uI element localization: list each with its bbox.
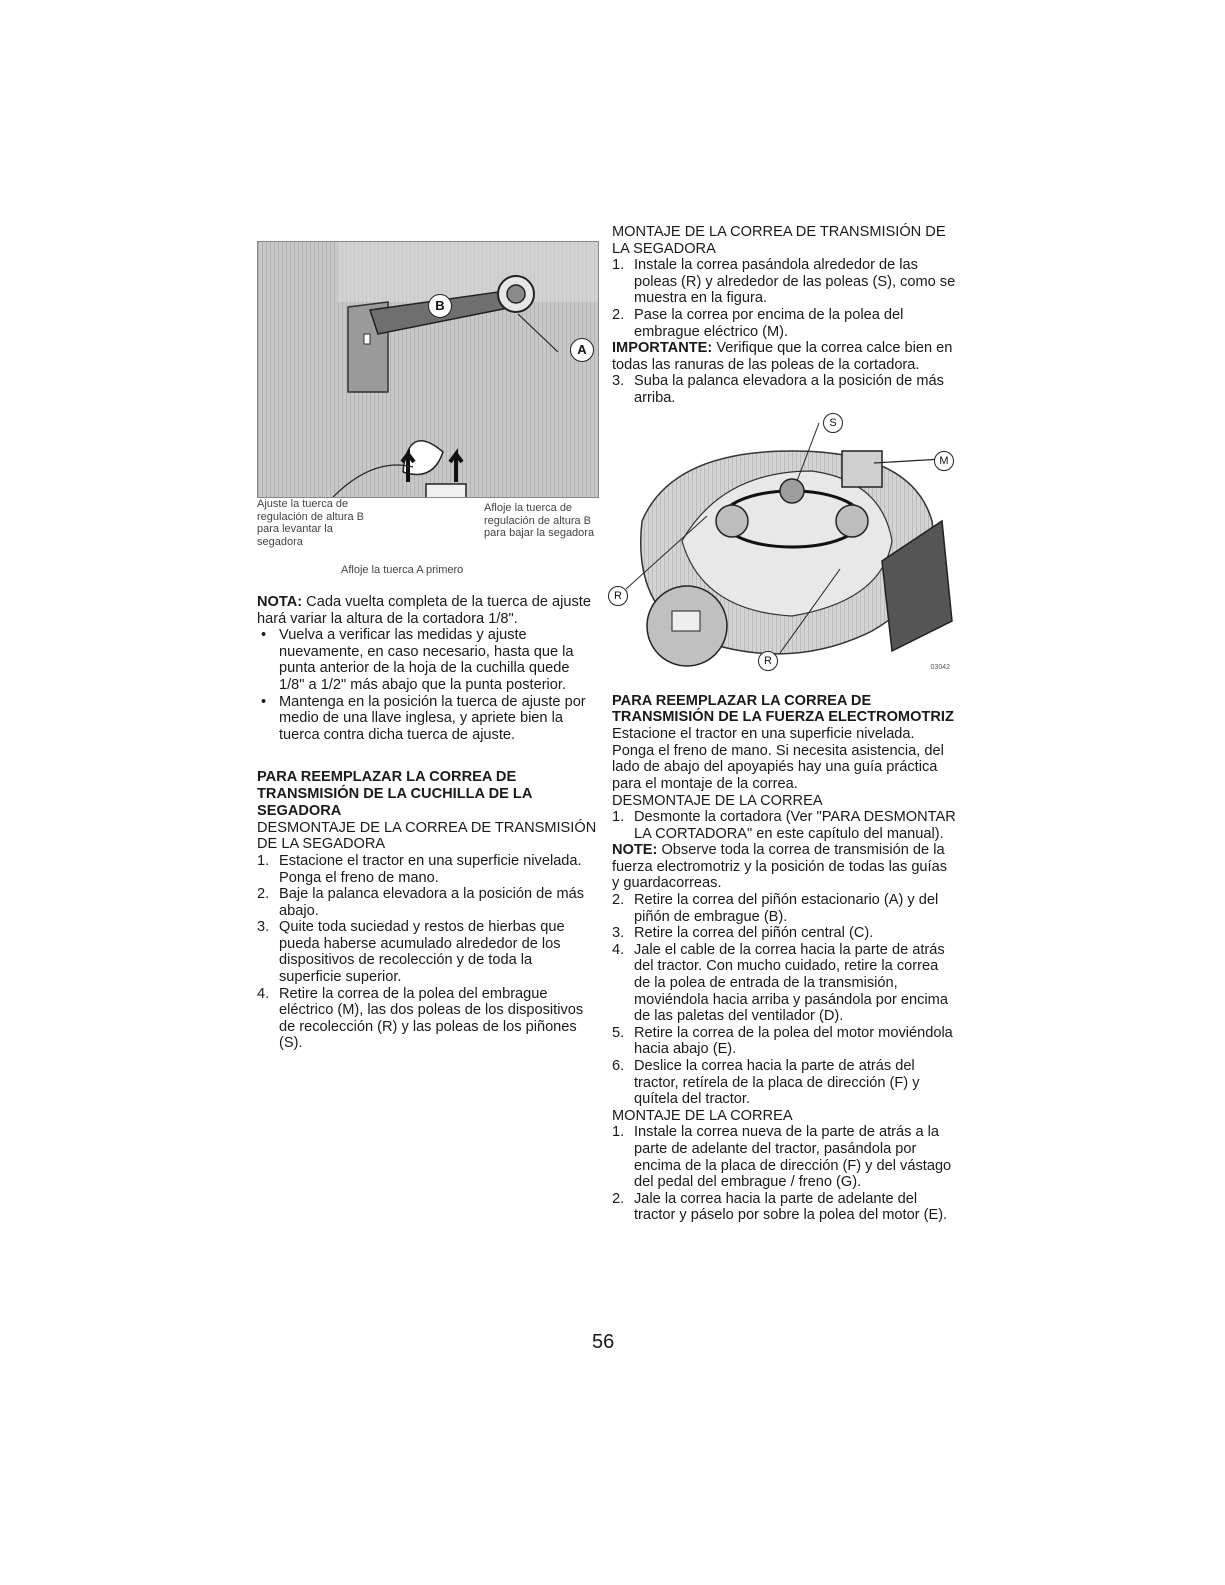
- bullet-marker: •: [261, 693, 267, 710]
- section-heading-blade-belt: PARA REEMPLAZAR LA CORREA DE TRANSMISIÓN DE LA CUCHILLA DE LA SEGADORA: [257, 769, 532, 819]
- list-item: [612, 942, 958, 1025]
- step-number: 3.: [257, 919, 270, 936]
- belt-installation-steps: [612, 1124, 958, 1224]
- bullet-text: Vuelva a verificar las medidas y ajuste nuevamente, en caso necesario, hasta que la punta anterior de la hoja de la cuchilla quede 1/8" a 1/2" más abajo que la punta posterior.: [279, 627, 574, 693]
- step-number: 3.: [612, 373, 625, 390]
- belt-removal-steps-continued: [612, 892, 958, 1108]
- bullet-marker: •: [261, 627, 267, 644]
- subheading-installation: MONTAJE DE LA CORREA DE TRANSMISIÓN DE LA SEGADORA: [612, 224, 946, 257]
- removal-steps: [257, 853, 597, 1052]
- callout-b: B: [428, 294, 452, 318]
- list-item: [612, 1025, 958, 1058]
- step-text: Pase la correa por encima de la polea del embrague eléctrico (M).: [634, 306, 904, 340]
- step-text: Suba la palanca elevadora a la posición de más arriba.: [634, 373, 944, 406]
- step-number: 3.: [612, 925, 625, 942]
- nota-text: Cada vuelta completa de la tuerca de ajuste hará variar la altura de la cortadora 1/8".: [257, 594, 591, 627]
- mower-deck-figure: [612, 411, 958, 685]
- step-number: 4.: [612, 941, 625, 958]
- step-text: Quite toda suciedad y restos de hierbas que pueda haberse acumulado alrededor de los dispositivos de recolección y de toda la superficie superior.: [279, 919, 565, 986]
- step-text: Instale la correa pasándola alrededor de las poleas (R) y alrededor de las poleas (S), como se muestra en la figura.: [634, 257, 956, 307]
- nota-bullets: [257, 627, 597, 743]
- step-text: Estacione el tractor en una superficie nivelada. Ponga el freno de mano.: [279, 852, 582, 886]
- list-item: [612, 1058, 958, 1108]
- step-number: 5.: [612, 1024, 625, 1041]
- list-item: [612, 257, 958, 307]
- step-text: Retire la correa de la polea del motor moviéndola hacia abajo (E).: [634, 1024, 953, 1058]
- note-label: NOTE:: [612, 842, 658, 859]
- step-text: Retire la correa del piñón estacionario (A) y del piñón de embrague (B).: [634, 892, 939, 925]
- installation-steps: [612, 257, 958, 340]
- nota-paragraph: [257, 594, 597, 627]
- subheading-belt-removal: DESMONTAJE DE LA CORREA: [612, 792, 823, 809]
- step-text: Jale la correa hacia la parte de adelante del tractor y páselo por sobre la polea del motor (E).: [634, 1190, 948, 1224]
- list-item: [612, 1124, 958, 1190]
- step-number: 1.: [612, 257, 625, 274]
- note-paragraph: [612, 842, 958, 892]
- importante-text: Verifique que la correa calce bien en todas las ranuras de las poleas de la cortadora.: [612, 340, 953, 373]
- step-number: 4.: [257, 985, 270, 1002]
- note-text: Observe toda la correa de transmisión de la fuerza electromotriz y la posición de todas las guías y guardacorreas.: [612, 842, 948, 892]
- step-text: Instale la correa nueva de la parte de atrás a la parte de adelante del tractor, pasándola por encima de la placa de dirección (F) y del vástago del pedal del embrague / freno (G).: [634, 1124, 952, 1191]
- bullet-text: Mantenga en la posición la tuerca de ajuste por medio de una llave inglesa, y apriete bien la tuerca contra dicha tuerca de ajuste.: [279, 693, 586, 743]
- list-item: [257, 627, 597, 693]
- installation-steps-continued: [612, 373, 958, 406]
- caption-loosen-a: Afloje la tuerca A primero: [341, 564, 464, 576]
- list-item: [612, 1191, 958, 1224]
- importante-label: IMPORTANTE:: [612, 340, 713, 357]
- callout-m: M: [934, 451, 954, 471]
- callout-a: A: [570, 338, 594, 362]
- list-item: [257, 986, 597, 1052]
- step-number: 1.: [612, 809, 625, 826]
- step-number: 2.: [257, 886, 270, 903]
- subheading-removal: DESMONTAJE DE LA CORREA DE TRANSMISIÓN DE LA SEGADORA: [257, 819, 597, 853]
- mower-deck-illustration: [612, 411, 958, 685]
- callout-r-bottom: R: [758, 651, 778, 671]
- step-text: Desmonte la cortadora (Ver "PARA DESMONTAR LA CORTADORA" en este capítulo del manual).: [634, 809, 956, 842]
- list-item: [612, 809, 958, 842]
- section-heading-pto-belt: PARA REEMPLAZAR LA CORREA DE TRANSMISIÓN DE LA FUERZA ELECTROMOTRIZ: [612, 692, 954, 726]
- step-text: Jale el cable de la correa hacia la parte de atrás del tractor. Con mucho cuidado, retire la correa de la polea de entrada de la transmisión, moviéndola hacia arriba y pasándola por encima de las paletas del ventilador (D).: [634, 941, 948, 1025]
- list-item: [612, 373, 958, 406]
- list-item: [257, 919, 597, 985]
- caption-raise: Ajuste la tuerca de regulación de altura B para levantar la segadora: [257, 498, 365, 548]
- step-number: 1.: [612, 1124, 625, 1141]
- step-number: 2.: [612, 892, 625, 909]
- list-item: [612, 892, 958, 925]
- step-text: Baje la palanca elevadora a la posición de más abajo.: [279, 886, 585, 919]
- list-item: [257, 886, 597, 919]
- step-text: Retire la correa del piñón central (C).: [634, 925, 874, 942]
- list-item: [257, 694, 597, 744]
- height-adjustment-figure: [257, 241, 599, 498]
- belt-removal-steps: [612, 809, 958, 842]
- caption-lower: Afloje la tuerca de regulación de altura B para bajar la segadora: [484, 502, 595, 540]
- subheading-belt-installation: MONTAJE DE LA CORREA: [612, 1107, 793, 1124]
- left-column: [257, 241, 597, 1052]
- callout-r-left: R: [608, 586, 628, 606]
- list-item: [257, 853, 597, 886]
- step-number: 2.: [612, 306, 625, 323]
- list-item: [612, 925, 958, 942]
- list-item: [612, 307, 958, 340]
- callout-s: S: [823, 413, 843, 433]
- step-text: Deslice la correa hacia la parte de atrás del tractor, retírela de la placa de dirección (F) y quítela del tractor.: [634, 1058, 920, 1108]
- importante-paragraph: [612, 340, 958, 373]
- figure-code: 03042: [930, 663, 950, 671]
- mower-height-illustration: [258, 242, 598, 497]
- right-column: [612, 224, 958, 1224]
- nota-label: NOTA:: [257, 594, 303, 610]
- step-number: 2.: [612, 1190, 625, 1207]
- page-number: 56: [592, 1331, 615, 1353]
- intro-paragraph: Estacione el tractor en una superficie nivelada. Ponga el freno de mano. Si necesita asistencia, del lado de abajo del apoyapiés hay una guía práctica para el montaje de la correa.: [612, 726, 944, 792]
- step-number: 1.: [257, 852, 270, 869]
- step-number: 6.: [612, 1058, 625, 1074]
- step-text: Retire la correa de la polea del embrague eléctrico (M), las dos poleas de los dispositivos de recolección (R) y las poleas de los piñones (S).: [279, 985, 584, 1052]
- figure1-captions: [257, 498, 597, 594]
